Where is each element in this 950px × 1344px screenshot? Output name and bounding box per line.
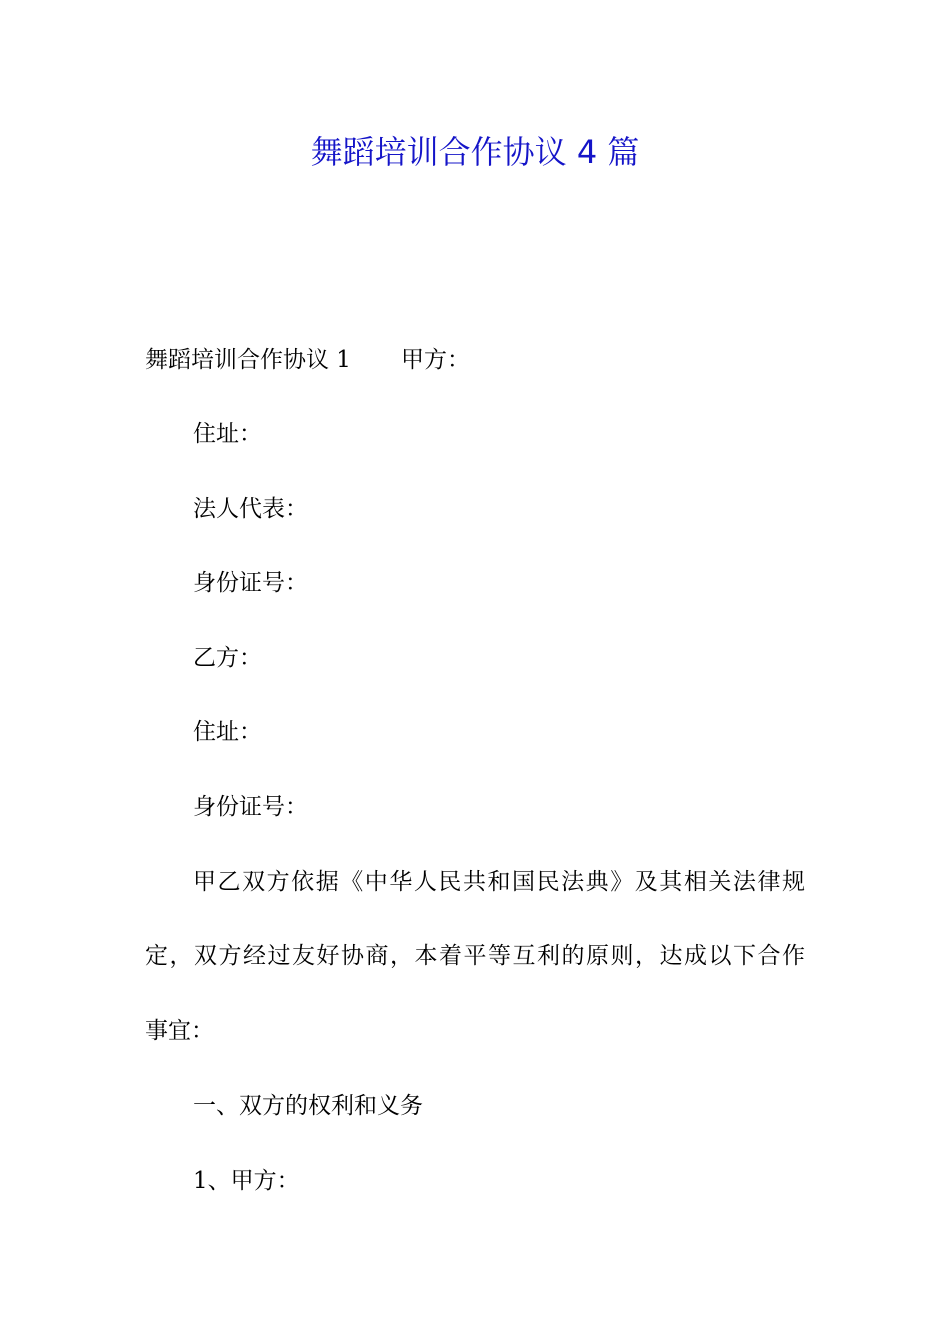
preamble-line-2: 定，双方经过友好协商，本着平等互利的原则，达成以下合作 bbox=[145, 943, 805, 969]
heading-line bbox=[145, 344, 470, 376]
party-a-address-label: 住址： bbox=[193, 421, 262, 447]
section-item-party-a: 1、甲方： bbox=[193, 1168, 300, 1194]
section-title: 舞蹈培训合作协议 1 bbox=[145, 347, 351, 373]
party-a-label: 甲方： bbox=[400, 347, 470, 373]
party-b-address-label: 住址： bbox=[193, 719, 262, 745]
party-b-id-label: 身份证号： bbox=[193, 794, 308, 820]
document-title: 舞蹈培训合作协议 4 篇 bbox=[310, 133, 640, 171]
preamble-line-3: 事宜： bbox=[145, 1018, 214, 1044]
preamble-line-1: 甲乙双方依据《中华人民共和国民法典》及其相关法律规 bbox=[193, 869, 805, 895]
party-a-id-label: 身份证号： bbox=[193, 570, 308, 596]
section-heading-rights-obligations: 一、双方的权利和义务 bbox=[193, 1093, 423, 1119]
party-b-label: 乙方： bbox=[193, 645, 262, 671]
party-a-legal-rep-label: 法人代表： bbox=[193, 496, 308, 522]
